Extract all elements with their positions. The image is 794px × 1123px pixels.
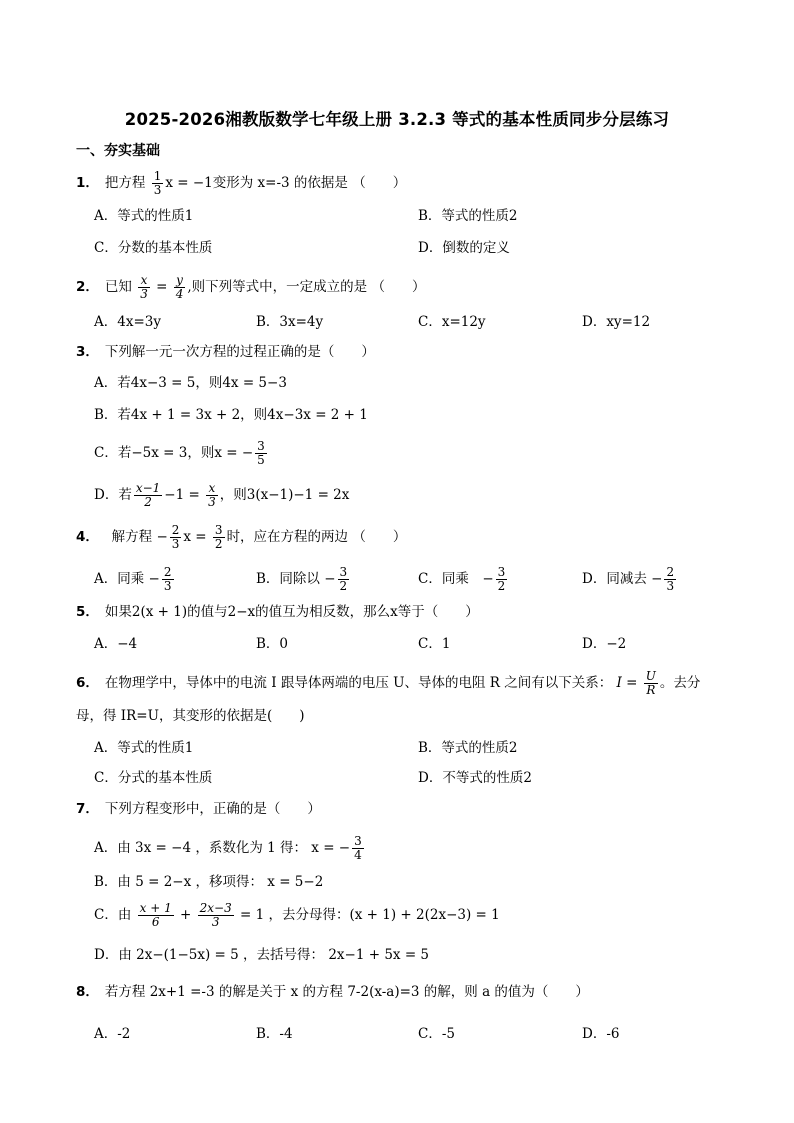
q8-option-b[interactable]: B．-4 [256,1026,293,1042]
question-1: 1． 把方程 $\frac{1}{3}$ x = −1变形为 x=-3 的依据是 （ ） [76,169,407,197]
question-2: 2． 已知 $\frac{x}{3}$ = $\frac{y}{4}$ ,则下列等式中，一定成立的是 （ ） [76,273,426,301]
q2-option-c[interactable]: C．x=12y [418,314,486,330]
fraction: $\frac{2x-3}{3}$ [199,901,232,929]
question-4: 4． 解方程 − $\frac{2}{3}$ x = $\frac{3}{2}$ 时，应在方程的两边 （ ） [76,523,407,551]
section-heading: 一、夯实基础 [76,143,160,159]
fraction: $\frac{2}{3}$ [163,565,172,593]
q8-option-d[interactable]: D．-6 [582,1026,620,1042]
question-7: 7． 下列方程变形中，正确的是（ ） [76,801,321,817]
q5-option-d[interactable]: D．−2 [582,636,627,652]
q4-option-c[interactable]: C．同乘 − $\frac{3}{2}$ [418,565,506,593]
q1-option-d[interactable]: D．倒数的定义 [418,240,510,256]
fraction: $\frac{3}{2}$ [497,565,506,593]
q3-option-a[interactable]: A．若4x−3 = 5，则4x = 5−3 [94,375,287,391]
q5-option-b[interactable]: B．0 [256,636,289,652]
q8-option-c[interactable]: C．-5 [418,1026,455,1042]
fraction: $\frac{x}{3}$ [208,481,216,509]
fraction: $\frac{3}{2}$ [214,523,223,551]
q7-option-b[interactable]: B．由 5 = 2−x ，移项得： x = 5−2 [94,874,324,890]
fraction: $\frac{y}{4}$ [175,273,184,301]
q5-option-a[interactable]: A．−4 [94,636,138,652]
q7-option-d[interactable]: D．由 2x−(1−5x) = 5 ，去括号得： 2x−1 + 5x = 5 [94,947,430,963]
q4-option-a[interactable]: A．同乘 − $\frac{2}{3}$ [94,565,172,593]
q1-option-a[interactable]: A．等式的性质1 [94,208,194,224]
q2-option-b[interactable]: B．3x=4y [256,314,324,330]
q3-option-b[interactable]: B．若4x + 1 = 3x + 2，则4x−3x = 2 + 1 [94,407,368,423]
q6-option-b[interactable]: B．等式的性质2 [418,740,518,756]
q3-option-d[interactable]: D．若 $\frac{x-1}{2}$ −1 = $\frac{x}{3}$ ，则3(x−1)−1 = 2x [94,481,350,509]
fraction: $\frac{1}{3}$ [153,169,162,197]
q2-option-a[interactable]: A．4x=3y [94,314,161,330]
fraction: $\frac{x + 1}{6}$ [139,901,172,929]
question-6: 6． 在物理学中，导体中的电流 I 跟导体两端的电压 U、导体的电阻 R 之间有以下关系： I = $\frac{U}{R}$ 。去分 [76,669,701,697]
q6-option-d[interactable]: D．不等式的性质2 [418,770,532,786]
q6-option-c[interactable]: C．分式的基本性质 [94,770,213,786]
fraction: $\frac{3}{5}$ [257,439,265,467]
fraction: $\frac{2}{3}$ [171,523,180,551]
q3-option-c[interactable]: C．若−5x = 3，则x = − $\frac{3}{5}$ [94,439,265,467]
question-6-line-2: 母，得 IR=U，其变形的依据是( ) [76,708,305,724]
question-3: 3． 下列解一元一次方程的过程正确的是（ ） [76,344,375,360]
q7-option-a[interactable]: A．由 3x = −4 ，系数化为 1 得： x = − $\frac{3}{4}$ [94,834,362,862]
q4-option-b[interactable]: B．同除以 − $\frac{3}{2}$ [256,565,348,593]
q1-option-c[interactable]: C．分数的基本性质 [94,240,213,256]
fraction: $\frac{x-1}{2}$ [135,481,161,509]
question-5: 5． 如果2(x + 1)的值与2−x的值互为相反数，那么x等于（ ） [76,604,479,620]
fraction: $\frac{U}{R}$ [645,669,656,697]
q7-option-c[interactable]: C．由 $\frac{x + 1}{6}$ + $\frac{2x-3}{3}$ = 1 ，去分母得：(x + 1) + 2(2x−3) = 1 [94,901,500,929]
q5-option-c[interactable]: C．1 [418,636,451,652]
q8-option-a[interactable]: A．-2 [94,1026,131,1042]
q1-option-b[interactable]: B．等式的性质2 [418,208,518,224]
fraction: $\frac{2}{3}$ [666,565,675,593]
fraction: $\frac{3}{4}$ [354,834,362,862]
q6-option-a[interactable]: A．等式的性质1 [94,740,194,756]
q4-option-d[interactable]: D．同减去 − $\frac{2}{3}$ [582,565,675,593]
q2-option-d[interactable]: D．xy=12 [582,314,651,330]
fraction: $\frac{x}{3}$ [140,273,148,301]
fraction: $\frac{3}{2}$ [339,565,348,593]
page-title: 2025-2026湘教版数学七年级上册 3.2.3 等式的基本性质同步分层练习 [124,110,670,129]
question-8: 8． 若方程 2x+1 =-3 的解是关于 x 的方程 7-2(x-a)=3 的解，则 a 的值为（ ） [76,984,589,1000]
